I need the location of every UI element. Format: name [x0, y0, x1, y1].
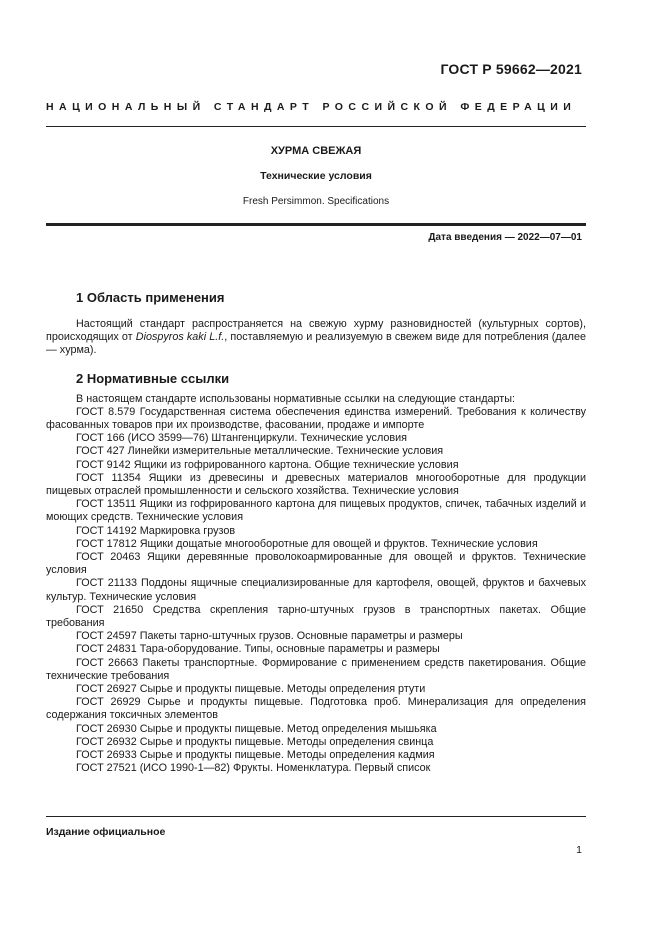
section-1-text-before: Настоящий стандарт распространяется на свежую хурму разновидностей (культурных сортов), происходящих от — [46, 318, 586, 344]
national-standard-banner: НАЦИОНАЛЬНЫЙ СТАНДАРТ РОССИЙСКОЙ ФЕДЕРАЦИИ — [46, 101, 577, 113]
section-1-paragraph — [46, 318, 586, 358]
reference-item: ГОСТ 26933 Сырье и продукты пищевые. Методы определения кадмия — [76, 749, 435, 762]
document-code: ГОСТ Р 59662—2021 — [440, 61, 582, 77]
title-divider-bottom — [46, 223, 586, 226]
page-number: 1 — [576, 844, 582, 856]
reference-item: ГОСТ 166 (ИСО 3599—76) Штангенциркули. Технические условия — [76, 432, 407, 445]
document-subtitle: Технические условия — [260, 170, 372, 182]
reference-item: ГОСТ 13511 Ящики из гофрированного картона для пищевых продуктов, спичек, табачных изделий и моющих средств. Технические условия — [46, 498, 586, 524]
reference-item: ГОСТ 11354 Ящики из древесины и древесных материалов многооборотные для продукции пищевых отраслей промышленности и сельского хозяйства. Технические условия — [46, 471, 586, 498]
reference-item: ГОСТ 427 Линейки измерительные металлические. Технические условия — [76, 445, 444, 458]
reference-item: ГОСТ 8.579 Государственная система обеспечения единства измерений. Требования к количеству фасованных товаров при их производстве, фасовании, продаже и импорте — [46, 405, 586, 432]
section-2-heading: 2 Нормативные ссылки — [76, 370, 230, 386]
document-body — [46, 289, 586, 776]
reference-item: ГОСТ 26929 Сырье и продукты пищевые. Подготовка проб. Минерализация для определения содержания токсичных элементов — [46, 696, 586, 722]
reference-item: ГОСТ 17812 Ящики дощатые многооборотные для овощей и фруктов. Технические условия — [76, 537, 538, 550]
footer-divider — [46, 816, 586, 817]
reference-item: ГОСТ 9142 Ящики из гофрированного картона. Общие технические условия — [76, 458, 459, 471]
reference-item: ГОСТ 27521 (ИСО 1990-1—82) Фрукты. Номенклатура. Первый список — [76, 762, 431, 775]
reference-item: ГОСТ 26930 Сырье и продукты пищевые. Метод определения мышьяка — [76, 722, 437, 735]
introduction-date: Дата введения — 2022—07—01 — [428, 232, 582, 243]
reference-item: ГОСТ 14192 Маркировка грузов — [76, 524, 236, 537]
species-name: Diospyros kaki L.f. — [135, 331, 225, 344]
document-title: ХУРМА СВЕЖАЯ — [270, 145, 362, 157]
reference-item: ГОСТ 24831 Тара-оборудование. Типы, основные параметры и размеры — [76, 643, 440, 656]
reference-item: ГОСТ 21133 Поддоны ящичные специализированные для картофеля, овощей, фруктов и бахчевых культур. Технические условия — [46, 577, 586, 603]
official-edition-label: Издание официальное — [46, 826, 166, 838]
reference-item: ГОСТ 26927 Сырье и продукты пищевые. Методы определения ртути — [76, 683, 426, 696]
header-divider-top — [46, 126, 586, 127]
reference-item: ГОСТ 26663 Пакеты транспортные. Формирование с применением средств пакетирования. Общие технические требования — [46, 656, 586, 682]
reference-list — [46, 406, 586, 776]
reference-item: ГОСТ 24597 Пакеты тарно-штучных грузов. Основные параметры и размеры — [76, 630, 463, 643]
reference-item: ГОСТ 26932 Сырье и продукты пищевые. Методы определения свинца — [76, 735, 434, 748]
reference-item: ГОСТ 20463 Ящики деревянные проволокоармированные для овощей и фруктов. Технические условия — [46, 551, 586, 577]
section-2-intro: В настоящем стандарте использованы нормативные ссылки на следующие стандарты: — [76, 392, 515, 405]
english-title: Fresh Persimmon. Specifications — [242, 196, 390, 207]
reference-item: ГОСТ 21650 Средства скрепления тарно-штучных грузов в транспортных пакетах. Общие требования — [46, 603, 586, 630]
section-1-heading: 1 Область применения — [76, 290, 225, 305]
section-1-text-after: , поставляемую и реализуемую в свежем виде для потребления (далее — хурма). — [46, 331, 586, 357]
